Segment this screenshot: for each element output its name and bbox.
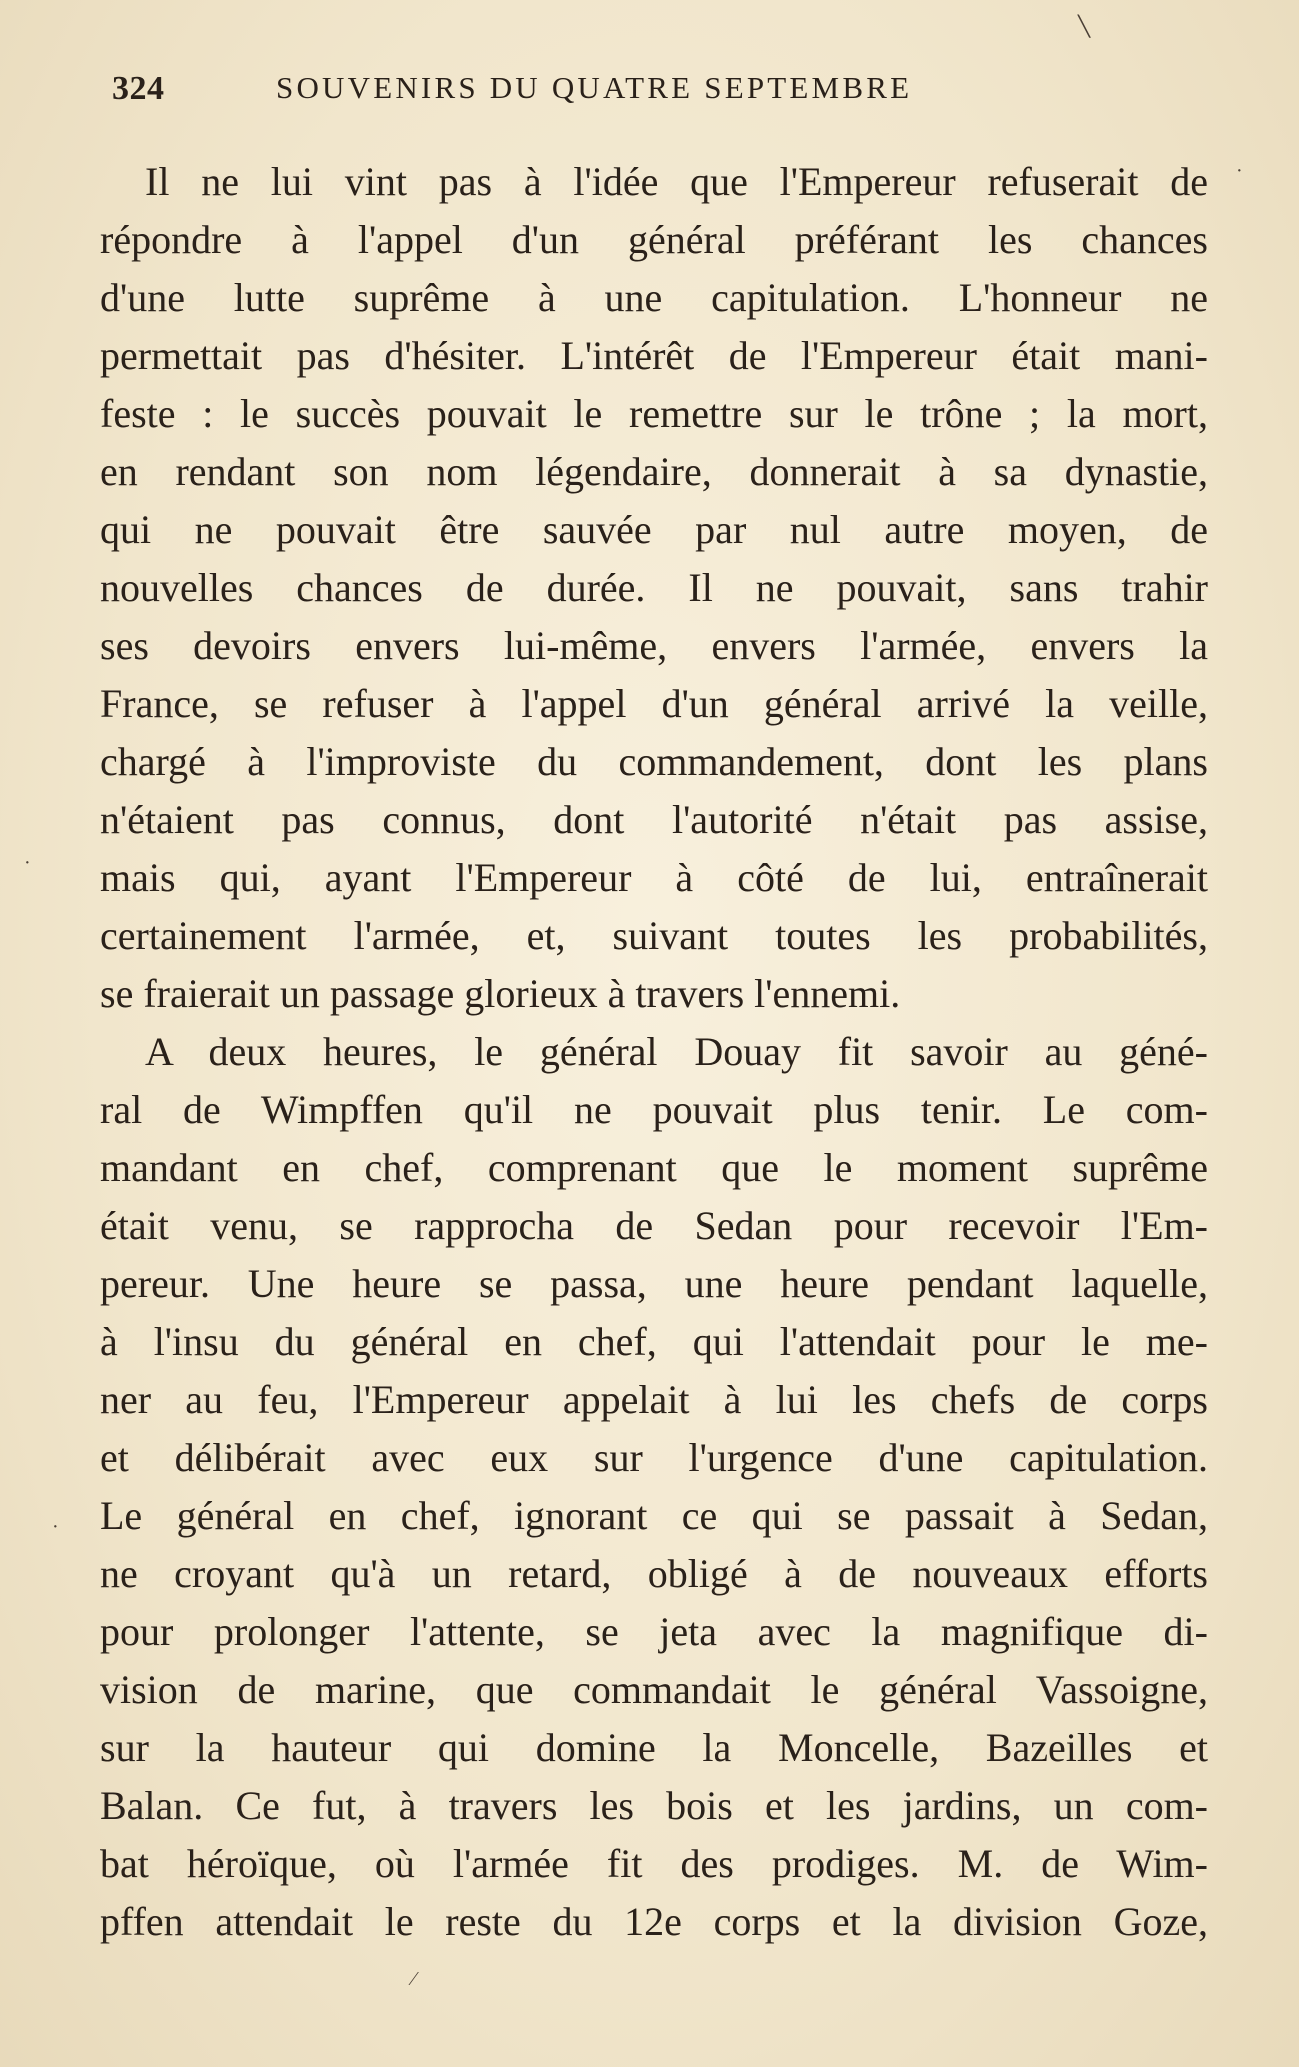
text-line: pour prolonger l'attente, se jeta avec la magnifique di- [100, 1609, 1208, 1654]
text-line: d'une lutte suprême à une capitulation. L'honneur ne [100, 275, 1208, 320]
text-line: permettait pas d'hésiter. L'intérêt de l'Empereur était mani- [100, 333, 1208, 378]
text-line: pffen attendait le reste du 12e corps et la division Goze, [100, 1899, 1208, 1944]
text-line: qui ne pouvait être sauvée par nul autre moyen, de [100, 507, 1208, 552]
running-head [112, 70, 1058, 120]
text-line: A deux heures, le général Douay fit savoir au géné- [145, 1029, 1208, 1074]
margin-dot: · [52, 1516, 59, 1538]
text-line: ral de Wimpffen qu'il ne pouvait plus tenir. Le com- [100, 1087, 1208, 1132]
body-text [100, 153, 1208, 1951]
margin-dot: · [24, 852, 31, 874]
margin-dot: · [1236, 160, 1243, 182]
text-line: ner au feu, l'Empereur appelait à lui les chefs de corps [100, 1377, 1208, 1422]
text-line: était venu, se rapprocha de Sedan pour recevoir l'Em- [100, 1203, 1208, 1248]
text-line: bat héroïque, où l'armée fit des prodiges. M. de Wim- [100, 1841, 1208, 1886]
text-line: mandant en chef, comprenant que le moment suprême [100, 1145, 1208, 1190]
text-line: ne croyant qu'à un retard, obligé à de nouveaux efforts [100, 1551, 1208, 1596]
text-line: vision de marine, que commandait le général Vassoigne, [100, 1667, 1208, 1712]
corner-mark: ╲ [1078, 16, 1091, 38]
text-line: pereur. Une heure se passa, une heure pendant laquelle, [100, 1261, 1208, 1306]
text-line: répondre à l'appel d'un général préférant les chances [100, 217, 1208, 262]
text-line: n'étaient pas connus, dont l'autorité n'était pas assise, [100, 797, 1208, 842]
page-number: 324 [112, 70, 165, 107]
text-line: se fraierait un passage glorieux à travers l'ennemi. [100, 971, 901, 1016]
text-line: certainement l'armée, et, suivant toutes les probabilités, [100, 913, 1208, 958]
text-line: Balan. Ce fut, à travers les bois et les jardins, un com- [100, 1783, 1208, 1828]
text-line: France, se refuser à l'appel d'un général arrivé la veille, [100, 681, 1208, 726]
text-line: feste : le succès pouvait le remettre sur le trône ; la mort, [100, 391, 1208, 436]
text-line: mais qui, ayant l'Empereur à côté de lui, entraînerait [100, 855, 1208, 900]
text-line: et délibérait avec eux sur l'urgence d'une capitulation. [100, 1435, 1208, 1480]
text-line: ses devoirs envers lui-même, envers l'armée, envers la [100, 623, 1208, 668]
ink-stroke: ⁄ [412, 1968, 416, 1990]
text-line: Il ne lui vint pas à l'idée que l'Empereur refuserait de [145, 159, 1208, 204]
running-title: SOUVENIRS DU QUATRE SEPTEMBRE [276, 70, 913, 105]
text-line: nouvelles chances de durée. Il ne pouvait, sans trahir [100, 565, 1208, 610]
text-line: sur la hauteur qui domine la Moncelle, Bazeilles et [100, 1725, 1208, 1770]
text-line: à l'insu du général en chef, qui l'attendait pour le me- [100, 1319, 1208, 1364]
text-line: en rendant son nom légendaire, donnerait à sa dynastie, [100, 449, 1208, 494]
text-line: chargé à l'improviste du commandement, dont les plans [100, 739, 1208, 784]
text-line: Le général en chef, ignorant ce qui se passait à Sedan, [100, 1493, 1208, 1538]
